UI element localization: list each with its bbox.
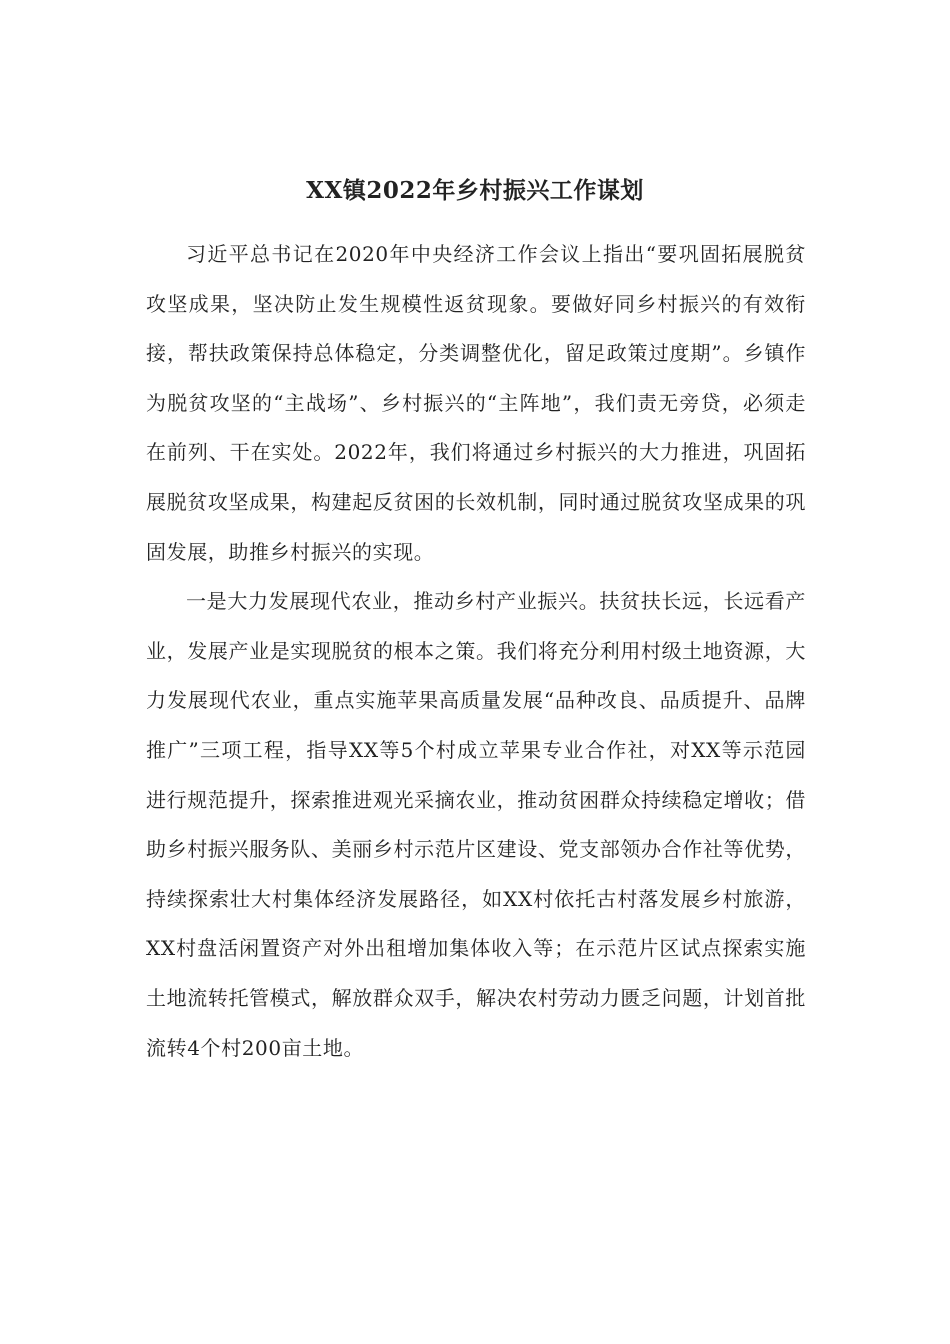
document-body bbox=[146, 230, 806, 1073]
paragraph-agriculture: 一是大力发展现代农业，推动乡村产业振兴。扶贫扶长远，长远看产业，发展产业是实现脱贫的根本之策。我们将充分利用村级土地资源，大力发展现代农业，重点实施苹果高质量发展“品种改良、品质提升、品牌推广”三项工程，指导XX等5个村成立苹果专业合作社，对XX等示范园进行规范提升，探索推进观光采摘农业，推动贫困群众持续稳定增收；借助乡村振兴服务队、美丽乡村示范片区建设、党支部领办合作社等优势，持续探索壮大村集体经济发展路径，如XX村依托古村落发展乡村旅游，XX村盘活闲置资产对外出租增加集体收入等；在示范片区试点探索实施土地流转托管模式，解放群众双手，解决农村劳动力匮乏问题，计划首批流转4个村200亩土地。 bbox=[146, 589, 806, 1060]
paragraph-intro: 习近平总书记在2020年中央经济工作会议上指出“要巩固拓展脱贫攻坚成果，坚决防止发生规模性返贫现象。要做好同乡村振兴的有效衔接，帮扶政策保持总体稳定，分类调整优化，留足政策过度期”。乡镇作为脱贫攻坚的“主战场”、乡村振兴的“主阵地”，我们责无旁贷，必须走在前列、干在实处。2022年，我们将通过乡村振兴的大力推进，巩固拓展脱贫攻坚成果，构建起反贫困的长效机制，同时通过脱贫攻坚成果的巩固发展，助推乡村振兴的实现。 bbox=[146, 242, 806, 564]
page-title: XX镇2022年乡村振兴工作谋划 bbox=[306, 177, 644, 205]
